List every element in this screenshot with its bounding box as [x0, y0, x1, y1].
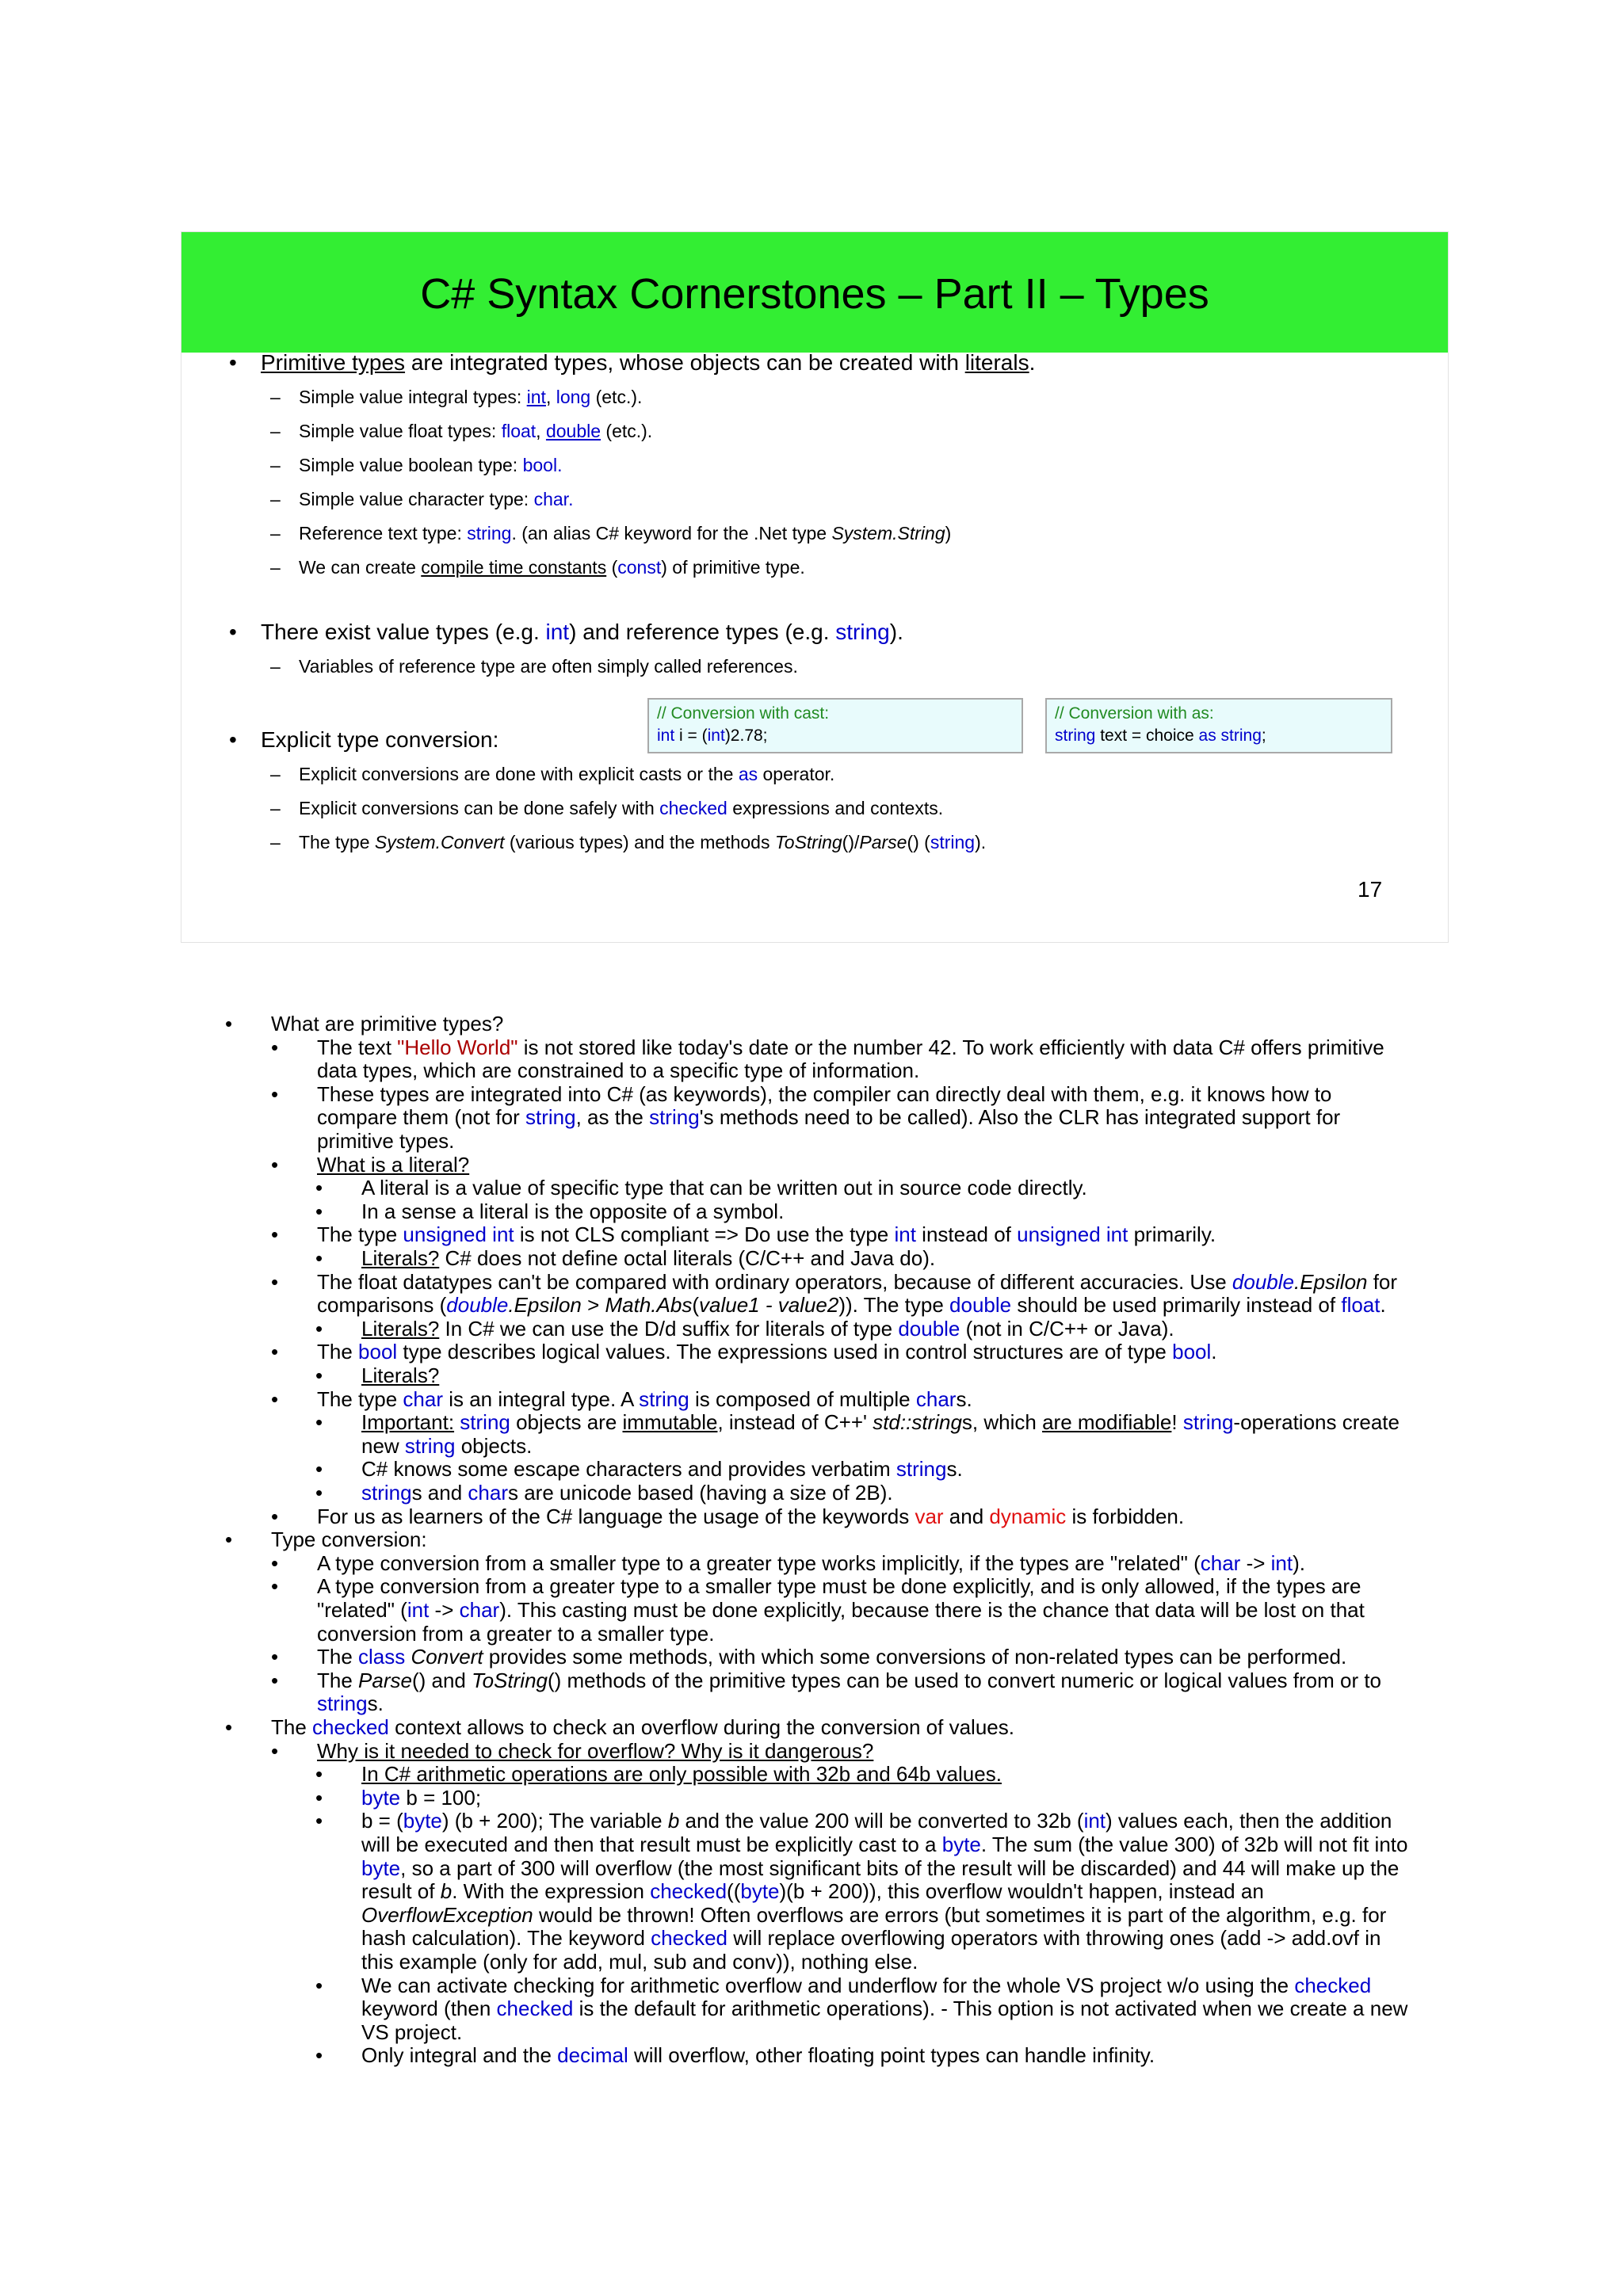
note-line: conversion from a greater to a smaller type. — [317, 1621, 715, 1646]
note-line: primitive types. — [317, 1129, 455, 1153]
note-line: • The type char is an integral type. A string is composed of multiple chars. — [271, 1386, 972, 1411]
code-box-as — [1045, 698, 1392, 753]
note-line: • b = (byte) (b + 200); The variable b and the value 200 will be converted to 32b (int) values each, then the addition — [315, 1809, 1392, 1833]
link-immutable[interactable]: immutable — [622, 1410, 718, 1435]
sub-text-type: – Reference text type: string. (an alias C# keyword for the .Net type System.String) — [270, 523, 952, 543]
code-comment: // Conversion with as: — [1055, 704, 1214, 723]
link-literals[interactable]: literals — [964, 350, 1029, 375]
note-line: VS project. — [361, 2019, 463, 2044]
note-line: • What are primitive types? — [225, 1012, 504, 1035]
page-number: 17 — [1358, 877, 1383, 902]
note-line: • byte b = 100; — [315, 1785, 482, 1810]
note-line: OverflowException would be thrown! Often overflows are errors (but sometimes it is part of the algorithm, e.g. for — [361, 1902, 1387, 1927]
note-line: byte, so a part of 300 will overflow (the most significant bits of the result will be discarded) and 44 will make up the — [361, 1855, 1400, 1880]
link-are-modifiable[interactable]: are modifiable — [1042, 1410, 1172, 1435]
note-line: • strings and chars are unicode based (having a size of 2B). — [315, 1481, 893, 1505]
note-line: comparisons (double.Epsilon > Math.Abs(value1 - value2)). The type double should be used primarily instead of float. — [317, 1293, 1386, 1318]
link-compile-time-constants[interactable]: compile time constants — [421, 557, 607, 578]
link-why-check-overflow[interactable]: Why is it needed to check for overflow? Why is it dangerous? — [317, 1738, 874, 1763]
link-important[interactable]: Important: — [361, 1410, 455, 1435]
note-line: • Literals? In C# we can use the D/d suffix for literals of type double (not in C/C++ or Java). — [315, 1316, 1174, 1341]
note-line: • For us as learners of the C# language the usage of the keywords var and dynamic is forbidden. — [271, 1504, 1185, 1528]
note-line: • Literals? C# does not define octal literals (C/C++ and Java do). — [315, 1246, 936, 1270]
sub-convert: – The type System.Convert (various types) and the methods ToString()/Parse() (string). — [270, 832, 987, 852]
code-comment: // Conversion with cast: — [657, 704, 830, 723]
dash-marker: – — [270, 764, 281, 784]
code-line: string text = choice as string; — [1055, 727, 1266, 745]
dash-marker: – — [270, 523, 281, 543]
note-line: "related" (int -> char). This casting must be done explicitly, because there is the chance that data will be lost on that — [317, 1598, 1365, 1622]
sub-explicit-casts: – Explicit conversions are done with explicit casts or the as operator. — [270, 764, 835, 784]
note-line: • The bool type describes logical values. The expressions used in control structures are of type bool. — [271, 1340, 1217, 1364]
note-line: • A literal is a value of specific type that can be written out in source code directly. — [315, 1176, 1087, 1200]
link-what-is-a-literal[interactable]: What is a literal? — [317, 1152, 470, 1177]
note-line: keyword (then checked is the default for arithmetic operations). - This option is not activated when we create a new — [361, 1997, 1408, 2021]
sub-integral-types: – Simple value integral types: int, long (etc.). — [270, 387, 643, 407]
link-int[interactable]: int — [526, 387, 546, 407]
note-line: • Literals? — [315, 1363, 440, 1387]
bullet-primitive-types: • Primitive types are integrated types, whose objects can be created with literals. — [229, 350, 1036, 375]
note-line: compare them (not for string, as the string's methods need to be called). Also the CLR has integrated support for — [317, 1105, 1341, 1130]
dash-marker: – — [270, 387, 281, 407]
note-line: new string objects. — [361, 1433, 533, 1458]
bullet-explicit-conversion: • Explicit type conversion: — [229, 727, 499, 752]
note-line: • Important: string objects are immutable, instead of C++' std::strings, which are modifiable! string-operations create — [315, 1410, 1400, 1435]
link-primitive-types[interactable]: Primitive types — [261, 350, 406, 375]
note-line: data types, which are constrained to a specific type of information. — [317, 1058, 920, 1083]
slide — [181, 231, 1449, 943]
note-line: • Only integral and the decimal will overflow, other floating point types can handle infinity. — [315, 2043, 1155, 2068]
note-line: • The float datatypes can't be compared with ordinary operators, because of different accuracies. Use double.Epsilon for — [271, 1269, 1398, 1294]
link-arithmetic-operations[interactable]: In C# arithmetic operations are only possible with 32b and 64b values. — [361, 1762, 1002, 1787]
sub-references: – Variables of reference type are often simply called references. — [270, 656, 798, 677]
note-line: • Type conversion: — [225, 1527, 427, 1552]
dash-marker: – — [270, 832, 281, 852]
code-box-cast — [647, 698, 1023, 753]
link-literals-octal[interactable]: Literals? — [361, 1246, 440, 1270]
link-literals-bool[interactable]: Literals? — [361, 1363, 440, 1387]
note-line: strings. — [317, 1691, 384, 1716]
dash-marker: – — [270, 421, 281, 441]
dash-marker: – — [270, 798, 281, 818]
note-line: • These types are integrated into C# (as keywords), the compiler can directly deal with them, e.g. it knows how to — [271, 1081, 1332, 1106]
note-line: • A type conversion from a greater type to a smaller type must be done explicitly, and is only allowed, if the types are — [271, 1574, 1361, 1599]
note-line: • C# knows some escape characters and provides verbatim strings. — [315, 1457, 963, 1482]
dash-marker: – — [270, 455, 281, 475]
link-double[interactable]: double — [545, 421, 601, 441]
sub-constants: – We can create compile time constants (const) of primitive type. — [270, 557, 805, 578]
bullet-marker: • — [229, 350, 237, 375]
note-line: • The class Convert provides some methods, with which some conversions of non-related types can be performed. — [271, 1645, 1347, 1669]
note-line: • The checked context allows to check an overflow during the conversion of values. — [225, 1715, 1014, 1739]
note-line: will be executed and then that result must be explicitly cast to a byte. The sum (the value 300) of 32b will not fit into — [361, 1833, 1408, 1856]
note-line: • The type unsigned int is not CLS compliant => Do use the type int instead of unsigned int primarily. — [271, 1222, 1216, 1247]
sub-checked: – Explicit conversions can be done safely with checked expressions and contexts. — [270, 798, 944, 818]
note-line: hash calculation). The keyword checked will replace overflowing operators with throwing ones (add -> add.ovf in — [361, 1926, 1381, 1951]
dash-marker: – — [270, 489, 281, 509]
sub-character-type: – Simple value character type: char. — [270, 489, 574, 509]
note-line: • Why is it needed to check for overflow? Why is it dangerous? — [271, 1738, 874, 1763]
link-literals-double[interactable]: Literals? — [361, 1316, 440, 1341]
note-line: • In a sense a literal is the opposite of a symbol. — [315, 1199, 785, 1223]
bullet-value-reference-types: • There exist value types (e.g. int) and reference types (e.g. string). — [229, 620, 903, 644]
dash-marker: – — [270, 656, 281, 677]
slide-title: C# Syntax Cornerstones – Part II – Types — [420, 270, 1209, 318]
sub-boolean-type: – Simple value boolean type: bool. — [270, 455, 563, 475]
bullet-marker: • — [229, 620, 237, 644]
bullet-marker: • — [229, 727, 237, 752]
code-line: int i = (int)2.78; — [657, 727, 768, 745]
dash-marker: – — [270, 557, 281, 578]
note-line: • What is a literal? — [271, 1152, 470, 1177]
note-line: • The Parse() and ToString() methods of the primitive types can be used to convert numeric or logical values from or to — [271, 1668, 1382, 1692]
slide-header — [181, 232, 1448, 353]
note-line: • A type conversion from a smaller type to a greater type works implicitly, if the types are "related" (char -> int). — [271, 1550, 1305, 1575]
note-line: result of b. With the expression checked((byte)(b + 200)), this overflow wouldn't happen, instead an — [361, 1879, 1264, 1904]
note-line: • In C# arithmetic operations are only possible with 32b and 64b values. — [315, 1762, 1002, 1787]
sub-float-types: – Simple value float types: float, double (etc.). — [270, 421, 653, 441]
note-line: • We can activate checking for arithmetic overflow and underflow for the whole VS project w/o using the checked — [315, 1973, 1372, 1997]
note-line: • The text "Hello World" is not stored like today's date or the number 42. To work efficiently with data C# offers primitive — [271, 1035, 1384, 1059]
note-line: this example (only for add, mul, sub and conv)), nothing else. — [361, 1950, 918, 1974]
